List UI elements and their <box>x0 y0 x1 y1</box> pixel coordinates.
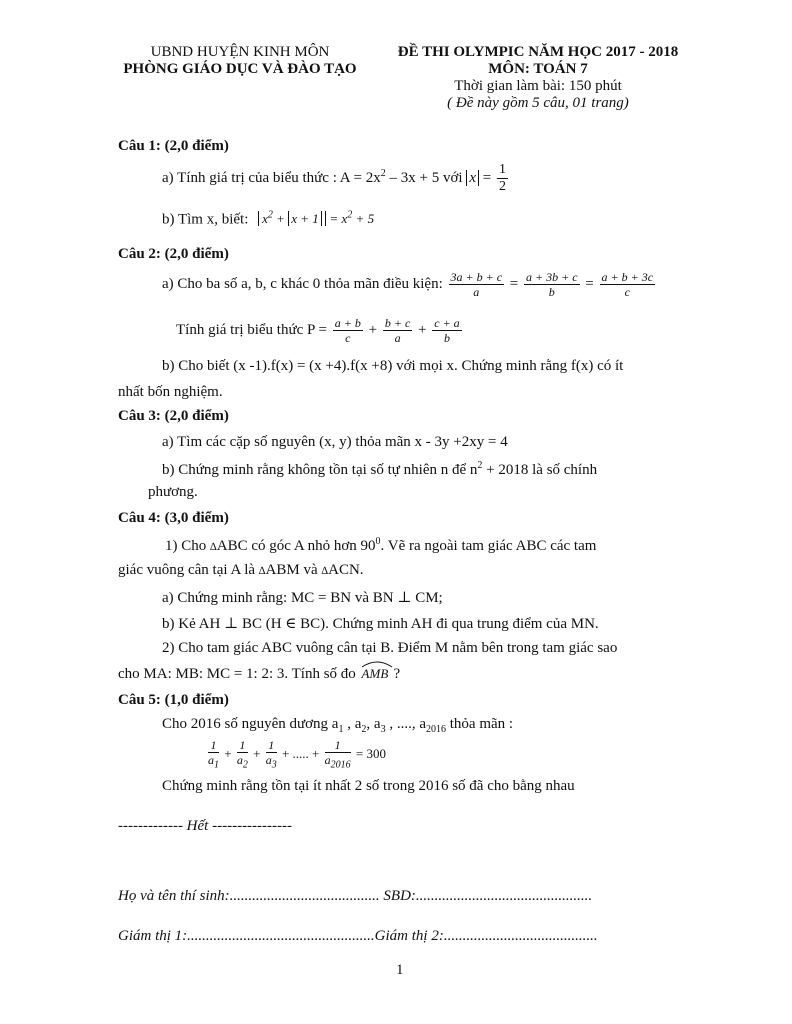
q4-l2b: ABM và <box>265 562 318 578</box>
q1-b-text: b) Tìm x, biết: <box>162 211 249 228</box>
q4-a-text: a) Chứng minh rằng: MC = BN và BN <box>162 590 394 606</box>
q4-l2: giác vuông cân tại A là <box>118 562 256 578</box>
angle-amb <box>360 666 394 681</box>
education-office: PHÒNG GIÁO DỤC VÀ ĐÀO TẠO <box>123 61 357 77</box>
q3-part-b-line2: phương. <box>148 484 198 500</box>
q2-a-text: a) Cho ba số a, b, c khác 0 thỏa mãn điều kiện: <box>162 275 443 292</box>
q4-l2c: ACN. <box>328 562 364 578</box>
page-number: 1 <box>396 962 404 978</box>
q1-a-expr: – 3x + 5 với <box>389 169 463 186</box>
q4-b-end: BC). Chứng minh AH đi qua trung điểm của MN. <box>300 616 599 632</box>
q2-title: Câu 2: (2,0 điểm) <box>118 246 229 262</box>
q4-title: Câu 4: (3,0 điểm) <box>118 510 229 526</box>
q4-b-mid: BC (H <box>241 616 282 632</box>
q3-b-text-end: + 2018 là số chính <box>482 462 598 478</box>
exam-subject: MÔN: TOÁN 7 <box>488 61 588 77</box>
q3-title: Câu 3: (2,0 điểm) <box>118 408 229 424</box>
q5-line1-text: Cho 2016 số nguyên dương a <box>162 716 339 732</box>
q4-l1b: ABC có góc A nhỏ hơn 90 <box>216 538 376 554</box>
q2-part-b-line2: nhất bốn nghiệm. <box>118 384 223 400</box>
angle-label: AMB <box>361 666 389 681</box>
department-name <box>120 44 360 78</box>
q4-b-text: b) Kẻ AH <box>162 616 221 632</box>
q2-part-b-line1: b) Cho biết (x -1).f(x) = (x +4).f(x +8) với mọi x. Chứng minh rằng f(x) có ít <box>162 358 624 374</box>
candidate-info-line: Họ và tên thí sinh:........................................ SBD:............................................... <box>118 888 593 904</box>
q1-title: Câu 1: (2,0 điểm) <box>118 138 229 154</box>
q4-p2-line2 <box>118 666 400 683</box>
q2-p-expression: Tính giá trị biểu thức P = $\frac{a + b}{c}$ + $\frac{b + c}{a}$ + $\frac{c + a}{b}$ <box>176 316 460 345</box>
q4-part-a: a) Chứng minh rằng: MC = BN và BN ⊥ CM; <box>162 590 443 606</box>
q4-p1-line2: giác vuông cân tại A là ∆ABM và ∆ACN. <box>118 562 364 578</box>
q5-result: = 300 <box>355 746 386 762</box>
end-marker: ------------- Hết ---------------- <box>118 818 293 834</box>
q2-p-text: Tính giá trị biểu thức P = <box>176 321 328 338</box>
arc-icon <box>360 660 394 668</box>
exam-title: ĐỀ THI OLYMPIC NĂM HỌC 2017 - 2018 <box>397 44 679 60</box>
q4-l1: 1) Cho <box>165 538 207 554</box>
q5-sum-formula: $\frac{1}{a_1}$ + $\frac{1}{a_2}$ + $\frac{1}{a_3}$ + ..... + $\frac{1}{a_{2016}}$ = 300 <box>208 738 386 771</box>
q3-part-a: a) Tìm các cặp số nguyên (x, y) thỏa mãn x - 3y +2xy = 4 <box>162 434 508 450</box>
q5-title: Câu 5: (1,0 điểm) <box>118 692 229 708</box>
q4-a-end: CM; <box>415 590 443 606</box>
q1-part-b: b) Tìm x, biết: $x^2 + x + 1 = x^2 + 5$ <box>162 210 375 228</box>
invigilator-line: Giám thị 1:..................................................Giám thị 2:......................................... <box>118 928 598 944</box>
q2-part-a: a) Cho ba số a, b, c khác 0 thỏa mãn điều kiện: $\frac{3a + b + c}{a}$ = $\frac{a + 3b + c}{b}$ = $\frac{a + b + 3c}{c}$ <box>162 270 654 299</box>
q4-p2-end: ? <box>393 666 401 682</box>
q5-line1: Cho 2016 số nguyên dương $a_1$ , $a_2$, $a_3$ , ...., $a_{2016}$ thỏa mãn : <box>162 716 514 735</box>
district-committee: UBND HUYỆN KINH MÔN <box>150 44 330 60</box>
q5-line3: Chứng minh rằng tồn tại ít nhất 2 số trong 2016 số đã cho bằng nhau <box>162 778 575 794</box>
q3-b-text: b) Chứng minh rằng không tồn tại số tự nhiên n để n <box>162 462 478 478</box>
exam-page-note: ( Đề này gồm 5 câu, 01 trang) <box>447 95 629 111</box>
q4-p2-line1: 2) Cho tam giác ABC vuông cân tại B. Điểm M nằm bên trong tam giác sao <box>162 640 618 656</box>
q4-part-b: b) Kẻ AH ⊥ BC (H ∈ BC). Chứng minh AH đi qua trung điểm của MN. <box>162 616 599 632</box>
q3-part-b-line1: b) Chứng minh rằng không tồn tại số tự nhiên n để $n^2 + 2018$ là số chính <box>162 460 598 478</box>
q4-l1c: . Vẽ ra ngoài tam giác ABC các tam <box>380 538 597 554</box>
exam-duration: Thời gian làm bài: 150 phút <box>454 78 622 94</box>
q4-p2-text: cho MA: MB: MC = 1: 2: 3. Tính số đo <box>118 666 356 682</box>
q1-a-text: a) Tính giá trị của biểu thức : A = 2x <box>162 169 381 186</box>
q4-p1-line1: 1) Cho ∆ABC có góc A nhỏ hơn $90^0$. Vẽ ra ngoài tam giác ABC các tam <box>165 536 597 554</box>
exam-heading <box>380 44 696 112</box>
q5-line1-rest: thỏa mãn : <box>446 716 514 732</box>
q1-part-a: a) Tính giá trị của biểu thức : $A = 2x^2 - 3x + 5$ với x = $\frac{1}{2}$ <box>162 162 506 194</box>
